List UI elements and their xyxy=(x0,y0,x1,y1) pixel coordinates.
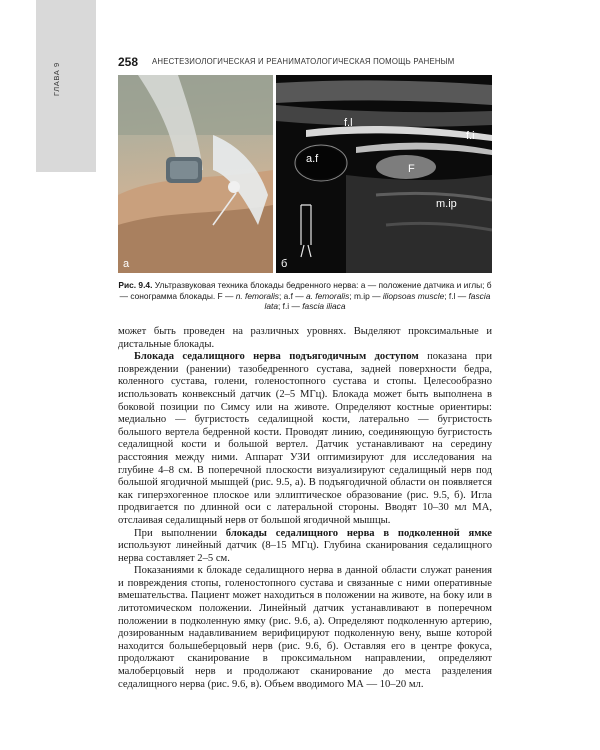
caption-text: ; m.ip — xyxy=(349,290,383,301)
label-fascia-lata: f.l xyxy=(344,117,353,129)
paragraph-2-heading: Блокада седалищного нерва подъягодичным доступом xyxy=(134,351,419,363)
panel-a-letter: а xyxy=(123,258,130,270)
paragraph-3 xyxy=(118,528,492,566)
chapter-side-tab xyxy=(36,0,96,172)
photo-illustration xyxy=(118,75,273,273)
paragraph-3-heading: блокады седалищного нерва в подколенной ямке xyxy=(225,527,492,539)
sonogram-image xyxy=(276,75,492,273)
label-femoral-nerve: F xyxy=(408,163,415,175)
paragraph-1: может быть проведен на различных уровнях. Выделяют проксимальные и дистальные блокады. xyxy=(118,326,492,350)
page-number: 258 xyxy=(118,55,139,69)
caption-text: ; f.l — xyxy=(444,290,469,301)
figure-9-4 xyxy=(118,75,492,273)
figure-caption xyxy=(118,280,492,312)
paragraph-2 xyxy=(118,351,492,527)
running-header: АНЕСТЕЗИОЛОГИЧЕСКАЯ И РЕАНИМАТОЛОГИЧЕСКАЯ ПОМОЩЬ РАНЕНЫМ xyxy=(152,57,455,66)
label-fascia-iliaca: f.i xyxy=(466,130,475,142)
photo-probe-position xyxy=(118,75,273,273)
caption-lead: Рис. 9.4. xyxy=(118,280,153,290)
caption-term: fascia lata xyxy=(264,290,491,311)
caption-text: Ультразвуковая техника блокады бедренного нерва: а — положение датчика и иглы; б — сонограмма блокады. F — xyxy=(119,280,492,301)
paragraph-2-text: показана при повреждении (ранении) тазобедренного сустава, задней поверхности бедра, коленного сустава, голени, голеностопного сустава и стопы. Целесообразно использовать конвексный датчик (2–5 МГц). Блокада может быть выполнена в боковой позиции по Симсу или на животе. Определяют костные ориентиры: медиально — бугристость седалищной кости, латерально — бугристость большого вертела бедренной кости. Проводят линию, соединяющую бугристость седалищной кости и большой вертел. Датчик устанавливают на середину расстояния между ними. Аппарат УЗИ оптимизируют для исследования на глубине 4–8 см. В поперечной плоскости визуализируют седалищный нерв под большой ягодичной мышцей (рис. 9.5, а). В подъягодичной области он появляется как гиперэхогенное плоское или эллиптическое образование (рис. 9.5, б). Игла продвигается по длинной оси с латеральной стороны. Вводят 10–30 мл МА, отслаивая седалищный нерв от большой ягодичной мышцы. xyxy=(118,351,492,526)
paragraph-4: Показаниями к блокаде седалищного нерва в данной области служат ранения и повреждения стопы, голеностопного сустава и связанные с ними оперативные вмешательства. Пациент может находиться в положении на животе, на боку или в литотомическом положении. Линейный датчик устанавливают в поперечном положении в подколенную ямку (рис. 9.6, а). Определяют подколенную артерию, дозированным надавливанием верифицируют подколенную вену, выше которой находится большеберцовый нерв (рис. 9.6, б). Оставляя его в центре фокуса, продолжают сканирование в проксимальном направлении, определяют малоберцовый нерв и продолжают сканирование до места разделения седалищного нерва (рис. 9.6, в). Объем вводимого МА — 10–20 мл. xyxy=(118,565,492,690)
caption-text: ; f.i — xyxy=(278,301,303,311)
caption-term: n. femoralis xyxy=(235,290,279,301)
caption-text: ; a.f — xyxy=(279,290,306,301)
caption-term: a. femoralis xyxy=(306,290,350,301)
paragraph-3-start: При выполнении xyxy=(134,527,226,539)
caption-term: fascia iliaca xyxy=(302,301,346,311)
panel-b-letter: б xyxy=(281,258,288,270)
label-iliopsoas: m.ip xyxy=(436,198,457,210)
body-text xyxy=(118,326,492,691)
ultrasound-sonogram xyxy=(276,75,492,273)
paragraph-3-text: используют линейный датчик (8–15 МГц). Глубина сканирования седалищного нерва составляет 2–5 см. xyxy=(118,540,492,564)
chapter-label: ГЛАВА 9 xyxy=(52,62,61,96)
caption-term: iliopsoas muscle xyxy=(382,290,445,301)
label-femoral-artery: a.f xyxy=(306,153,319,165)
